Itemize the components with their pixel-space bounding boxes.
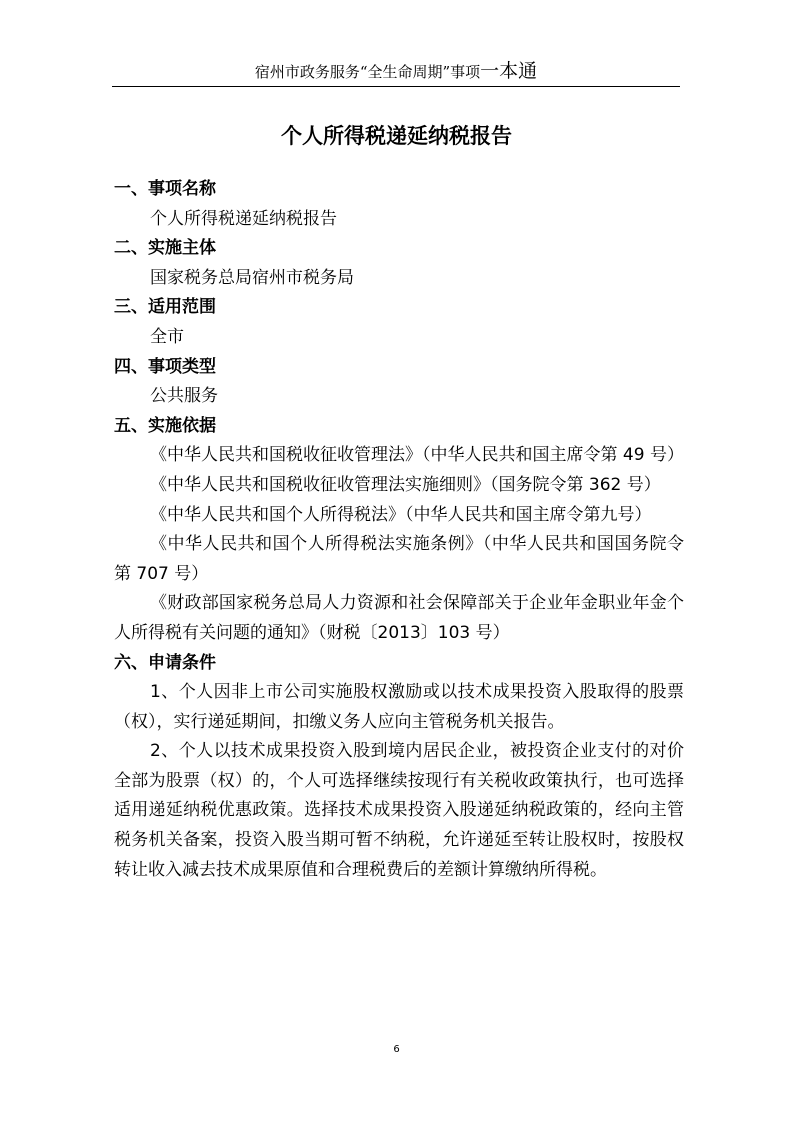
basis-item: 《中华人民共和国个人所得税法》（中华人民共和国主席令第九号）	[150, 504, 652, 525]
running-header-suffix: 一本通	[480, 60, 538, 82]
basis-item: 《中华人民共和国个人所得税法实施条例》（中华人民共和国国务院令第 707 号）	[114, 534, 684, 584]
section-heading-item-type: 四、事项类型	[114, 356, 216, 377]
running-header	[112, 60, 680, 83]
item-type-value: 公共服务	[150, 386, 218, 407]
section-heading-implementer: 二、实施主体	[114, 238, 216, 259]
section-heading-basis: 五、实施依据	[114, 415, 216, 436]
running-header-text: 宿州市政务服务“全生命周期”事项	[254, 63, 481, 81]
basis-item: 《中华人民共和国税收征收管理法》（中华人民共和国主席令第 49 号）	[150, 445, 684, 466]
basis-item: 《财政部国家税务总局人力资源和社会保障部关于企业年金职业年金个人所得税有关问题的通知》（财税〔2013〕103 号）	[114, 593, 684, 643]
item-name-value: 个人所得税递延纳税报告	[150, 208, 337, 229]
section-heading-scope: 三、适用范围	[114, 297, 216, 318]
implementer-value: 国家税务总局宿州市税务局	[150, 267, 354, 288]
page-number: 6	[393, 1044, 400, 1055]
section-heading-conditions: 六、申请条件	[114, 652, 216, 673]
section-heading-item-name: 一、事项名称	[114, 179, 216, 199]
scope-value: 全市	[150, 326, 184, 347]
basis-item: 《中华人民共和国税收征收管理法实施细则》（国务院令第 362 号）	[150, 474, 661, 495]
condition-item: 2、个人以技术成果投资入股到境内居民企业，被投资企业支付的对价全部为股票（权）的，个人可选择继续按现行有关税收政策执行，也可选择适用递延纳税优惠政策。选择技术成果投资入股递延纳税政策的，经向主管税务机关备案，投资入股当期可暂不纳税，允许递延至转让股权时，按股权转让收入减去技术成果原值和合理税费后的差额计算缴纳所得税。	[114, 741, 684, 880]
header-rule	[112, 86, 680, 87]
condition-item: 1、个人因非上市公司实施股权激励或以技术成果投资入股取得的股票（权），实行递延期间，扣缴义务人应向主管税务机关报告。	[114, 682, 684, 732]
document-title: 个人所得税递延纳税报告	[281, 124, 512, 148]
document-body	[114, 175, 684, 885]
